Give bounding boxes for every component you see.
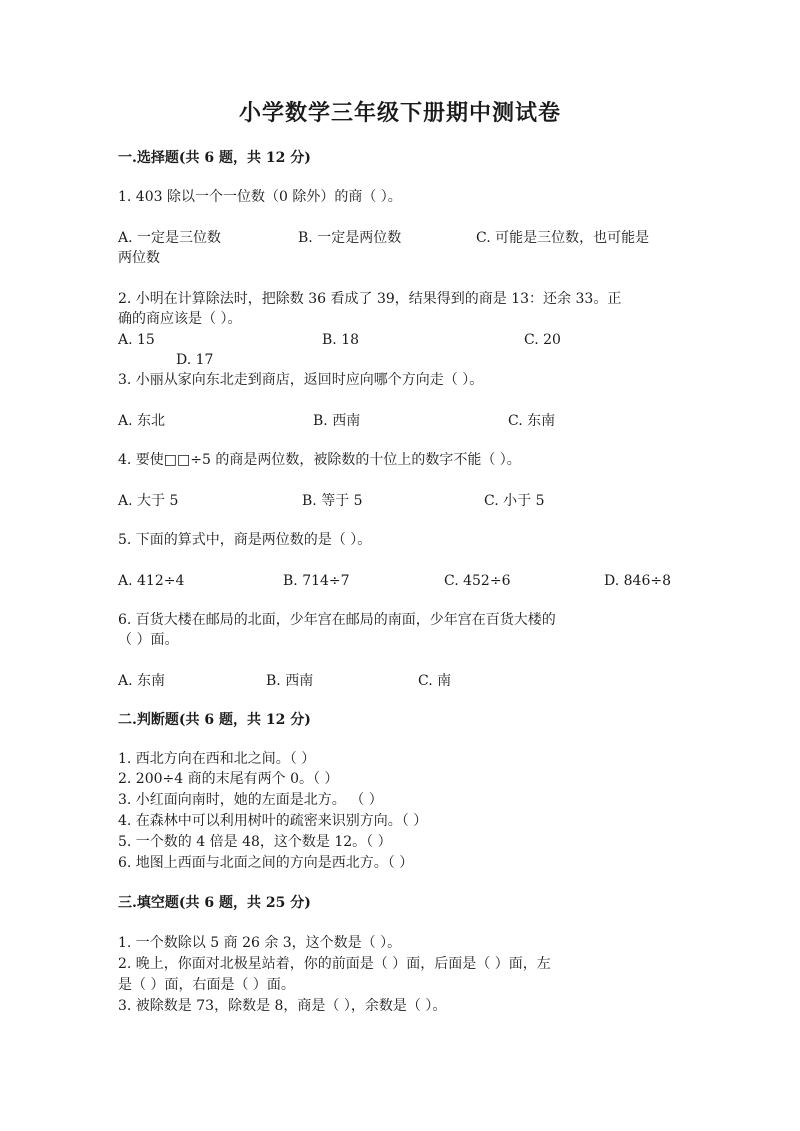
q1-option-b: B. 一定是两位数: [298, 230, 402, 246]
judge-item-5: 5. 一个数的 4 倍是 48，这个数是 12。（ ）: [118, 834, 392, 850]
q6-option-b: B. 西南: [266, 673, 314, 689]
q4-option-a: A. 大于 5: [118, 493, 179, 509]
q3-option-c: C. 东南: [508, 413, 556, 429]
question-5: 5. 下面的算式中，商是两位数的是（ ）。: [118, 532, 372, 548]
fill-item-2-line1: 2. 晚上，你面对北极星站着，你的前面是（ ）面，后面是（ ）面，左: [118, 956, 551, 972]
fill-item-3: 3. 被除数是 73，除数是 8，商是（ ），余数是（ ）。: [118, 998, 447, 1014]
q4-option-b: B. 等于 5: [302, 493, 363, 509]
section-heading-choice: 一.选择题(共 6 题，共 12 分): [118, 150, 311, 166]
fill-item-1: 1. 一个数除以 5 商 26 余 3，这个数是（ ）。: [118, 935, 402, 951]
q6-option-c: C. 南: [418, 673, 452, 689]
q2-option-c: C. 20: [524, 332, 561, 348]
q1-option-c: C. 可能是三位数，也可能是: [476, 230, 650, 246]
q5-option-b: B. 714÷7: [283, 573, 350, 589]
question-6-line2: （ ）面。: [118, 632, 179, 648]
question-2-line1: 2. 小明在计算除法时，把除数 36 看成了 39，结果得到的商是 13：还余 33。正: [118, 291, 622, 307]
q5-option-a: A. 412÷4: [118, 573, 185, 589]
q5-option-d: D. 846÷8: [604, 573, 671, 589]
judge-item-4: 4. 在森林中可以利用树叶的疏密来识别方向。（ ）: [118, 813, 428, 829]
question-2-line2: 确的商应该是（ ）。: [118, 311, 242, 327]
question-6-line1: 6. 百货大楼在邮局的北面，少年宫在邮局的南面，少年宫在百货大楼的: [118, 612, 556, 628]
question-1: 1. 403 除以一个一位数（0 除外）的商（ ）。: [118, 189, 402, 205]
question-4: 4. 要使□□÷5 的商是两位数，被除数的十位上的数字不能（ ）。: [118, 452, 521, 468]
q2-option-b: B. 18: [322, 332, 360, 348]
section-heading-judge: 二.判断题(共 6 题，共 12 分): [118, 712, 311, 728]
question-3: 3. 小丽从家向东北走到商店，返回时应向哪个方向走（ ）。: [118, 372, 484, 388]
section-heading-fill: 三.填空题(共 6 题，共 25 分): [118, 895, 311, 911]
page-title: 小学数学三年级下册期中测试卷: [238, 100, 561, 126]
q4-option-c: C. 小于 5: [484, 493, 545, 509]
judge-item-2: 2. 200÷4 商的末尾有两个 0。（ ）: [118, 771, 339, 787]
q6-option-a: A. 东南: [118, 673, 166, 689]
q2-option-a: A. 15: [118, 332, 155, 348]
judge-item-1: 1. 西北方向在西和北之间。（ ）: [118, 751, 316, 767]
q1-option-c-cont: 两位数: [118, 250, 160, 266]
fill-item-2-line2: 是（ ）面，右面是（ ）面。: [118, 977, 295, 993]
judge-item-6: 6. 地图上西面与北面之间的方向是西北方。（ ）: [118, 855, 414, 871]
judge-item-3: 3. 小红面向南时，她的左面是北方。 （ ）: [118, 792, 383, 808]
q3-option-a: A. 东北: [118, 413, 166, 429]
q3-option-b: B. 西南: [313, 413, 361, 429]
q5-option-c: C. 452÷6: [444, 573, 511, 589]
q1-option-a: A. 一定是三位数: [118, 230, 222, 246]
q2-option-d: D. 17: [176, 352, 214, 368]
